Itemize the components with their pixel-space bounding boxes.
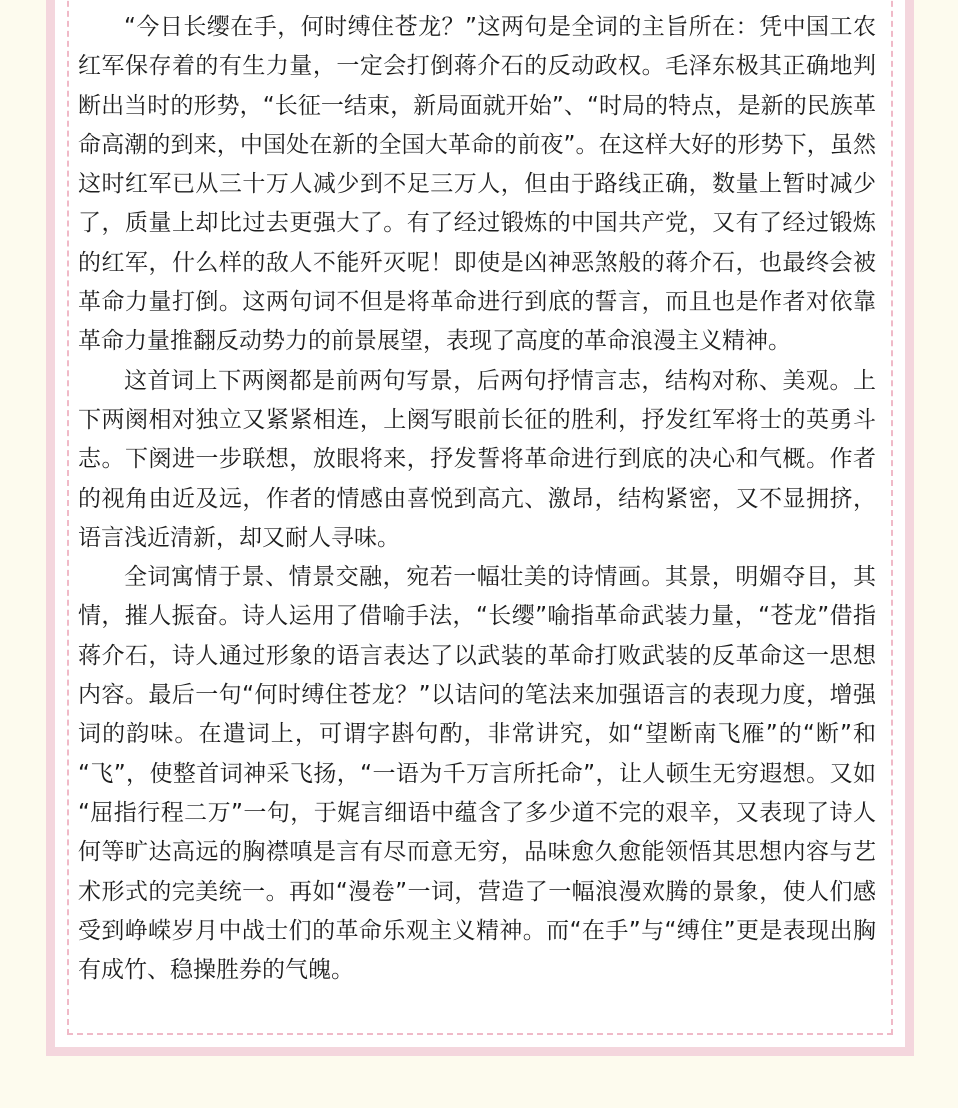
article-content (78, 8, 876, 990)
paragraph-artistry: 全词寓情于景、情景交融，宛若一幅壮美的诗情画。其景，明媚夺目，其情，摧人振奋。诗人运用了借喻手法，“长缨”喻指革命武装力量，“苍龙”借指蒋介石，诗人通过形象的语言表达了以武装的革命打败武装的反革命这一思想内容。最后一句“何时缚住苍龙？”以诘问的笔法来加强语言的表现力度，增强词的韵味。在遣词上，可谓字斟句酌，非常讲究，如“望断南飞雁”的“断”和“飞”，使整首词神采飞扬，“一语为千万言所托命”，让人顿生无穷遐想。又如“屈指行程二万”一句，于娓言细语中蕴含了多少道不完的艰辛，又表现了诗人何等旷达高远的胸襟嗔是言有尽而意无穷，品味愈久愈能领悟其思想内容与艺术形式的完美统一。再如“漫卷”一词，营造了一幅浪漫欢腾的景象，使人们感受到峥嵘岁月中战士们的革命乐观主义精神。而“在手”与“缚住”更是表现出胸有成竹、稳操胜券的气魄。 (78, 564, 876, 984)
paragraph-structure: 这首词上下两阕都是前两句写景，后两句抒情言志，结构对称、美观。上下两阕相对独立又紧紧相连，上阕写眼前长征的胜利，抒发红军将士的英勇斗志。下阕进一步联想，放眼将来，抒发誓将革命进行到底的决心和气概。作者的视角由近及远，作者的情感由喜悦到高亢、激昂，结构紧密，又不显拥挤，语言浅近清新，却又耐人寻味。 (78, 367, 876, 551)
paragraph-analysis-theme: “今日长缨在手，何时缚住苍龙？”这两句是全词的主旨所在：凭中国工农红军保存着的有生力量，一定会打倒蒋介石的反动政权。毛泽东极其正确地判断出当时的形势，“长征一结束，新局面就开始”、“时局的特点，是新的民族革命高潮的到来，中国处在新的全国大革命的前夜”。在这样大好的形势下，虽然这时红军已从三十万人减少到不足三万人，但由于路线正确，数量上暂时减少了，质量上却比过去更强大了。有了经过锻炼的中国共产党，又有了经过锻炼的红军，什么样的敌人不能歼灭呢！即使是凶神恶煞般的蒋介石，也最终会被革命力量打倒。这两句词不但是将革命进行到底的誓言，而且也是作者对依靠革命力量推翻反动势力的前景展望，表现了高度的革命浪漫主义精神。 (78, 14, 876, 355)
